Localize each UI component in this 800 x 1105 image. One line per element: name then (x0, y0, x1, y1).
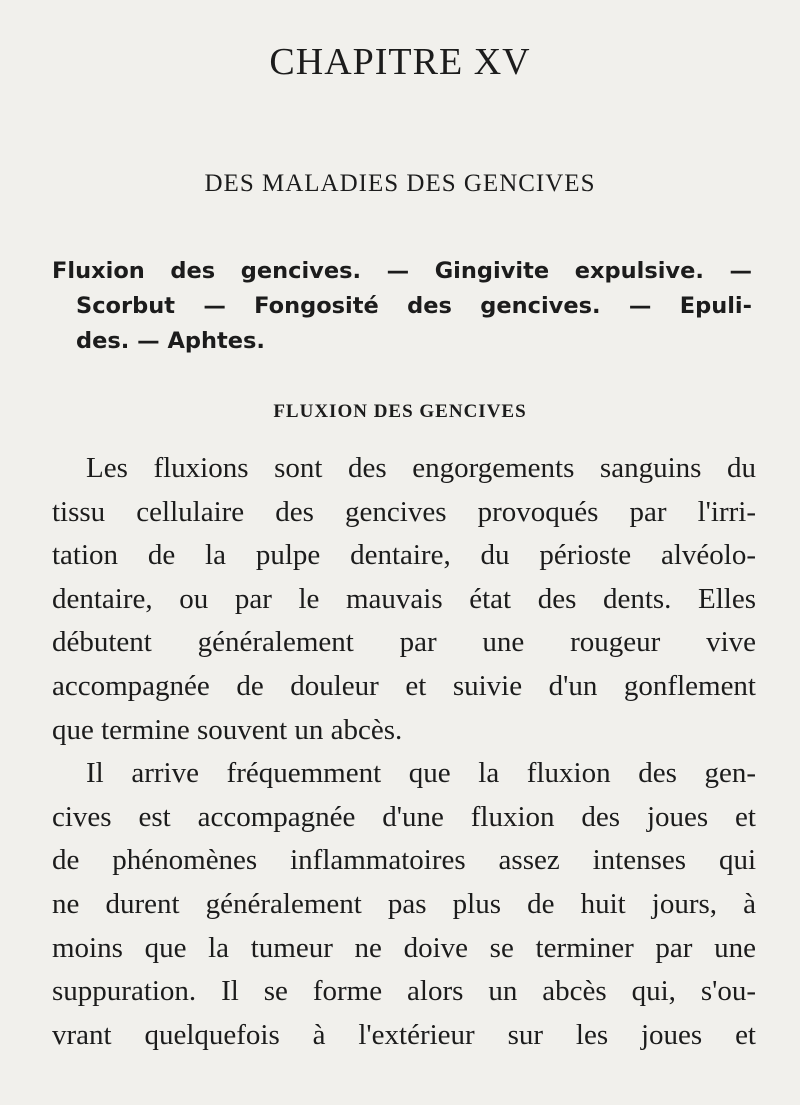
chapter-title: CHAPITRE XV (269, 41, 531, 83)
paragraph-line: tissu cellulaire des gencives provoqués par l'irri- (52, 495, 756, 528)
paragraph-line: ne durent généralement pas plus de huit jours, à (52, 887, 756, 920)
paragraph-line: que termine souvent un abcès. (52, 713, 403, 746)
summary-line: des. — Aphtes. (76, 328, 265, 354)
paragraph-line: dentaire, ou par le mauvais état des dents. Elles (52, 582, 756, 615)
paragraph-line: accompagnée de douleur et suivie d'un gonflement (52, 669, 756, 702)
summary-line: Fluxion des gencives. — Gingivite expulsive. — (52, 258, 752, 284)
chapter-summary (52, 254, 752, 359)
paragraph-line: débutent généralement par une rougeur vive (52, 626, 756, 659)
paragraph-line: de phénomènes inflammatoires assez intenses qui (52, 844, 756, 877)
paragraph-line: Il arrive fréquemment que la fluxion des gen- (86, 757, 756, 790)
paragraph-line: Les fluxions sont des engorgements sanguins du (86, 452, 756, 484)
paragraph-line: suppuration. Il se forme alors un abcès qui, s'ou- (52, 975, 756, 1008)
paragraph-line: tation de la pulpe dentaire, du périoste alvéolo- (52, 539, 756, 572)
section-title: DES MALADIES DES GENCIVES (204, 170, 596, 197)
paragraph-line: cives est accompagnée d'une fluxion des joues et (52, 800, 756, 833)
body-text (52, 447, 756, 1057)
paragraph-line: moins que la tumeur ne doive se terminer par une (52, 931, 756, 964)
subheading: FLUXION DES GENCIVES (273, 401, 527, 422)
summary-line: Scorbut — Fongosité des gencives. — Epuli- (76, 293, 752, 319)
paragraph-line: vrant quelquefois à l'extérieur sur les joues et (52, 1018, 756, 1051)
